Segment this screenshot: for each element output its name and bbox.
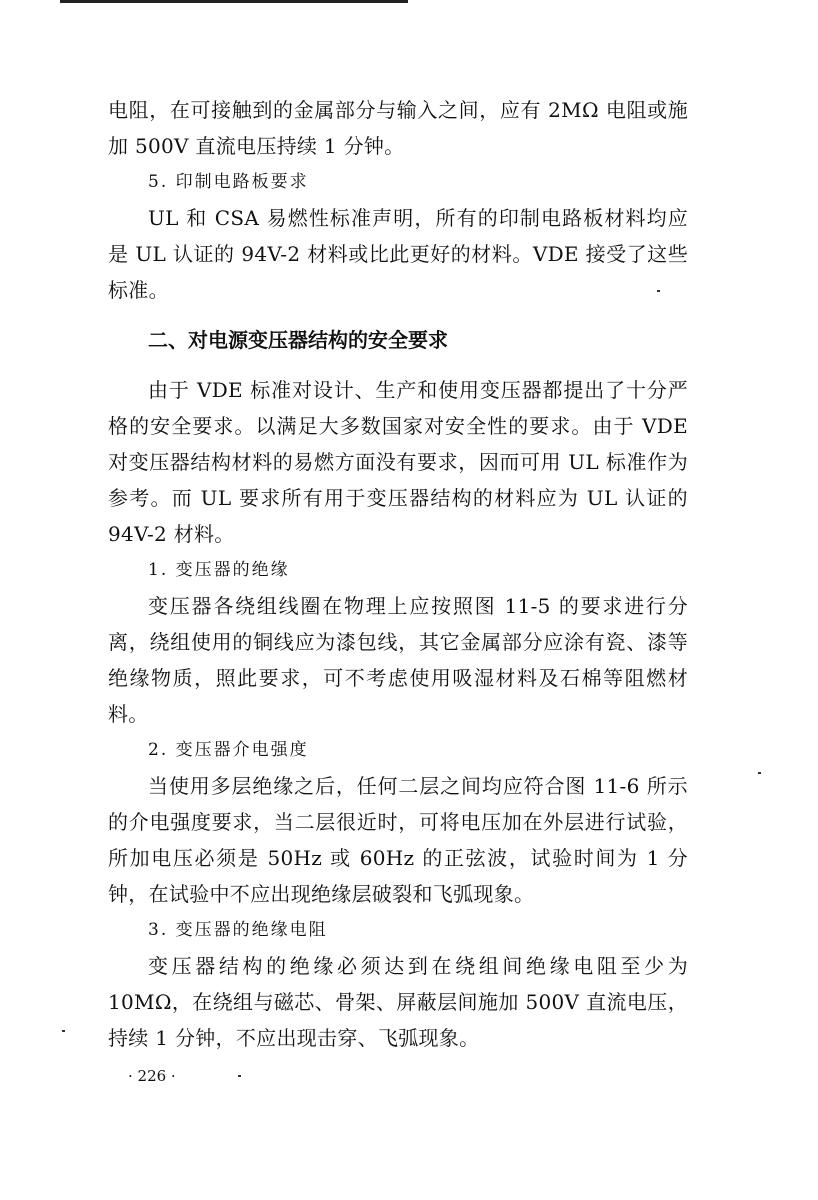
paragraph-vde: 由于 VDE 标准对设计、生产和使用变压器都提出了十分严格的安全要求。以满足大多数国家对安全性的要求。由于 VDE 对变压器结构材料的易燃方面没有要求，因而可用 UL 标准作为参考。而 UL 要求所有用于变压器结构的材料应为 UL 认证的 94V-2 材料。 [108, 378, 688, 546]
scan-speck [238, 1075, 241, 1077]
document-page [108, 92, 688, 1088]
paragraph-dielectric: 当使用多层绝缘之后，任何二层之间均应符合图 11-6 所示的介电强度要求，当二层很近时，可将电压加在外层进行试验，所加电压必须是 50Hz 或 60Hz 的正弦波，试验时间为 1 分钟，在试验中不应出现绝缘层破裂和飞弧现象。 [108, 774, 688, 906]
item-3-title: 3. 变压器的绝缘电阻 [148, 920, 328, 940]
paragraph-insulation: 变压器各绕组线圈在物理上应按照图 11-5 的要求进行分离，绕组使用的铜线应为漆包线，其它金属部分应涂有瓷、漆等绝缘物质，照此要求，可不考虑使用吸湿材料及石棉等阻燃材料。 [108, 594, 688, 726]
item-5-title: 5. 印制电路板要求 [148, 172, 309, 192]
scan-speck [758, 772, 761, 774]
page-number: · 226 · [128, 1067, 176, 1085]
scan-speck [62, 1030, 65, 1032]
item-1-title: 1. 变压器的绝缘 [148, 560, 290, 580]
top-rule [60, 0, 408, 3]
section-heading: 二、对电源变压器结构的安全要求 [148, 328, 448, 352]
paragraph-resistance: 变压器结构的绝缘必须达到在绕组间绝缘电阻至少为 10MΩ，在绕组与磁芯、骨架、屏蔽层间施加 500V 直流电压，持续 1 分钟，不应出现击穿、飞弧现象。 [108, 954, 688, 1050]
paragraph-continued: 电阻，在可接触到的金属部分与输入之间，应有 2MΩ 电阻或施加 500V 直流电压持续 1 分钟。 [108, 98, 688, 158]
paragraph-pcb: UL 和 CSA 易燃性标准声明，所有的印制电路板材料均应是 UL 认证的 94V-2 材料或比此更好的材料。VDE 接受了这些标准。 [108, 206, 688, 302]
scan-speck [657, 290, 660, 292]
item-2-title: 2. 变压器介电强度 [148, 740, 309, 760]
